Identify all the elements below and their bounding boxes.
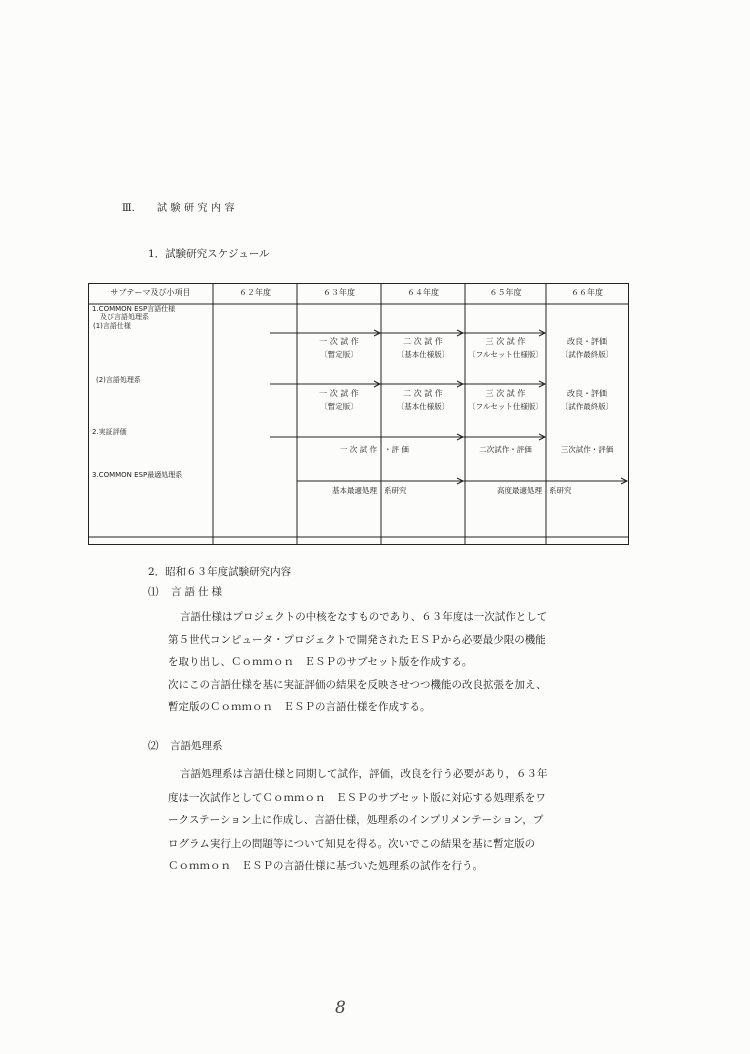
header-year-63: ６３年度 xyxy=(323,288,355,297)
header-year-62: ６２年度 xyxy=(239,288,271,297)
evaluation-arrow xyxy=(270,434,545,440)
paragraph-line: 第５世代コンピュータ・プロジェクトで開発されたＥＳＰから必要最少限の機能 xyxy=(168,634,546,646)
subtheme-item1: 1.COMMON ESP言語仕様 xyxy=(92,305,176,313)
schedule-table xyxy=(88,283,629,546)
paragraph-line: 暫定版のＣｏｍｍｏｎ ＥＳＰの言語仕様を作成する。 xyxy=(168,701,431,713)
optimization-phase: 高度最適処理 xyxy=(497,486,542,495)
language-processor-version: 〔基本仕様版〕 xyxy=(396,402,450,411)
paragraph-line: 言語仕様はプロジェクトの中核をなすものであり、６３年度は一次試作として xyxy=(180,611,548,623)
evaluation-phase: 三次試作・評価 xyxy=(560,445,614,454)
section-number: Ⅲ． xyxy=(122,203,142,214)
paragraph-line: 言語処理系は言語仕様と同期して試作，評価，改良を行う必要があり，６３年 xyxy=(180,768,548,780)
paragraph-line: 次にこの言語仕様を基に実証評価の結果を反映させつつ機能の改良拡張を加え、 xyxy=(168,679,547,691)
subtheme-item1-cont: 及び言語処理系 xyxy=(100,313,149,321)
language-processor-phase: 一 次 試 作 xyxy=(319,389,359,398)
optimization-phase: 基本最適処理 xyxy=(332,486,377,495)
schedule-heading: 1．試験研究スケジュール xyxy=(148,248,270,260)
language-spec-phase: 一 次 試 作 xyxy=(319,337,359,346)
evaluation-phase: 二次試作・評価 xyxy=(479,445,532,454)
language-processor-arrow xyxy=(270,381,545,387)
header-year-65: ６５年度 xyxy=(489,288,522,297)
optimization-arrow xyxy=(297,478,627,484)
language-processor-version: 〔フルセット仕様版〕 xyxy=(468,402,543,411)
language-spec-title: 言語仕様 xyxy=(171,586,225,598)
language-spec-version: 〔試作最終版〕 xyxy=(560,350,614,359)
optimization-phase-cont: 系研究 xyxy=(549,486,572,495)
language-processor-version: 〔試作最終版〕 xyxy=(560,402,614,411)
subtheme-language-processor: (2)言語処理系 xyxy=(96,376,141,384)
page-number: 8 xyxy=(335,998,346,1018)
optimization-phase-cont: 系研究 xyxy=(384,486,407,495)
language-spec-phase: 三 次 試 作 xyxy=(485,337,526,346)
language-processor-number: ⑵ xyxy=(148,740,159,752)
paragraph-line: ークステーション上に作成し、言語仕様，処理系のインプリメンテーション，プ xyxy=(168,814,544,826)
paragraph-line: 度は一次試作としてＣｏｍｍｏｎ ＥＳＰのサブセット版に対応する処理系をワ xyxy=(168,792,546,804)
header-year-64: ６４年度 xyxy=(407,288,439,297)
table-border xyxy=(89,284,629,545)
language-processor-version: 〔暫定版〕 xyxy=(320,402,358,411)
language-spec-version: 〔暫定版〕 xyxy=(320,350,358,359)
language-spec-version: 〔フルセット仕様版〕 xyxy=(468,350,543,359)
paragraph-line: Ｃｏｍｍｏｎ ＥＳＰの言語仕様に基づいた処理系の試作を行う。 xyxy=(168,860,483,872)
language-spec-number: ⑴ xyxy=(148,586,159,598)
fy63-heading: 2．昭和６３年度試験研究内容 xyxy=(148,566,292,578)
subtheme-language-spec: (1)言語仕様 xyxy=(93,322,131,330)
language-processor-phase: 二 次 試 作 xyxy=(403,389,443,398)
language-processor-phase: 改良・評価 xyxy=(567,389,607,398)
evaluation-phase: 一 次 試 作 xyxy=(339,445,377,454)
subtheme-optimization: 3.COMMON ESP最適処理系 xyxy=(92,471,183,479)
paragraph-line: ログラム実行上の問題等について知見を得る。次いでこの結果を基に暫定版の xyxy=(168,838,536,850)
paragraph-line: を取り出し、Ｃｏｍｍｏｎ ＥＳＰのサブセット版を作成する。 xyxy=(168,656,473,668)
header-year-66: ６６年度 xyxy=(571,288,603,297)
language-spec-phase: 改良・評価 xyxy=(567,337,607,346)
language-spec-version: 〔基本仕様版〕 xyxy=(396,350,450,359)
language-processor-phase: 三 次 試 作 xyxy=(485,389,526,398)
language-processor-title: 言語処理系 xyxy=(170,740,223,752)
language-spec-arrow xyxy=(270,330,545,336)
subtheme-evaluation: 2.実証評価 xyxy=(92,428,127,436)
language-spec-phase: 二 次 試 作 xyxy=(403,337,443,346)
section-title: 試験研究内容 xyxy=(157,203,238,214)
evaluation-phase-cont: ・評 価 xyxy=(384,445,409,454)
header-subtheme: サブテーマ及び小項目 xyxy=(110,288,191,297)
